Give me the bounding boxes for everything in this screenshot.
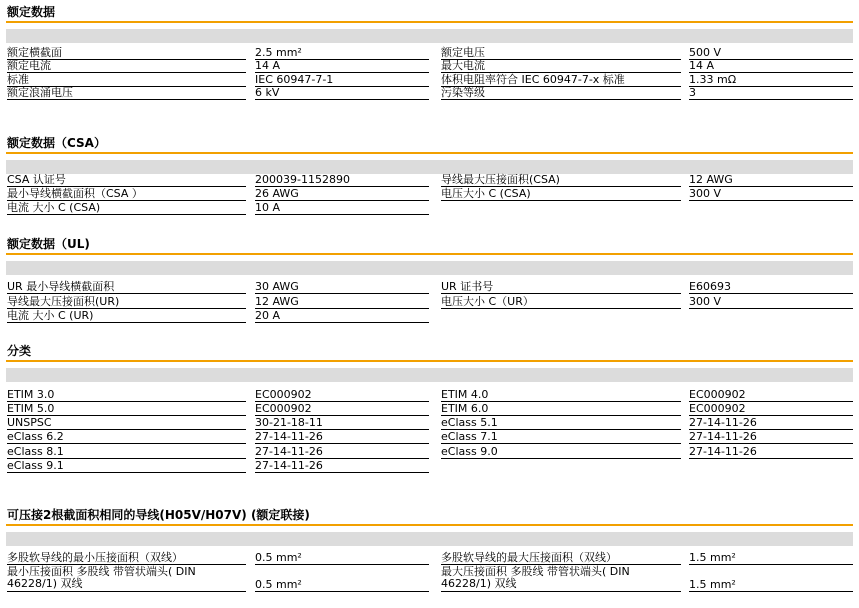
row-value: 30-21-18-11: [255, 416, 429, 430]
row-value: 1.5 mm²: [689, 565, 853, 592]
section-title: 分类: [7, 344, 32, 358]
row-label: eClass 8.1: [7, 445, 246, 459]
row-label: 额定浪涌电压: [7, 86, 246, 100]
section-rule: [6, 253, 853, 255]
row-value: 27-14-11-26: [689, 445, 853, 459]
row-label: eClass 9.1: [7, 459, 246, 473]
row-label: ETIM 3.0: [7, 388, 246, 402]
row-label: 最大压接面积 多股线 带管状端头( DIN 46228/1) 双线: [441, 565, 681, 592]
row-label: 电流 大小 C (UR): [7, 309, 246, 323]
row-value: 200039-1152890: [255, 173, 429, 187]
row-label: UR 最小导线横截面积: [7, 280, 246, 294]
row-value: EC000902: [255, 388, 429, 402]
section-title: 额定数据（UL): [7, 237, 90, 251]
section-header-band: [6, 532, 853, 546]
section-header-band: [6, 261, 853, 275]
row-value: EC000902: [255, 402, 429, 416]
row-label: CSA 认证号: [7, 173, 246, 187]
row-label: 标准: [7, 73, 246, 87]
section-rule: [6, 152, 853, 154]
row-value: 20 A: [255, 309, 429, 323]
row-label: 多股软导线的最小压接面积（双线）: [7, 551, 246, 565]
section-rule: [6, 524, 853, 526]
row-label: 额定电流: [7, 59, 246, 73]
row-value: 1.5 mm²: [689, 551, 853, 565]
section-rule: [6, 360, 853, 362]
row-value: 26 AWG: [255, 187, 429, 201]
row-label: eClass 6.2: [7, 430, 246, 444]
row-value: 300 V: [689, 295, 853, 309]
row-label: ETIM 4.0: [441, 388, 681, 402]
row-value: 500 V: [689, 46, 853, 60]
row-label: 电流 大小 C (CSA): [7, 201, 246, 215]
row-value: 27-14-11-26: [255, 459, 429, 473]
row-label: 体积电阻率符合 IEC 60947-7-x 标准: [441, 73, 681, 87]
row-value: 12 AWG: [255, 295, 429, 309]
row-label: 导线最大压接面积(UR): [7, 295, 246, 309]
section-header-band: [6, 29, 853, 43]
row-value: 0.5 mm²: [255, 551, 429, 565]
row-label: eClass 9.0: [441, 445, 681, 459]
row-value: EC000902: [689, 402, 853, 416]
row-value: 27-14-11-26: [255, 445, 429, 459]
row-label: eClass 7.1: [441, 430, 681, 444]
row-value: 2.5 mm²: [255, 46, 429, 60]
row-value: 12 AWG: [689, 173, 853, 187]
row-value: 14 A: [255, 59, 429, 73]
row-value: 27-14-11-26: [689, 416, 853, 430]
section-title: 额定数据: [7, 5, 56, 19]
row-value: 27-14-11-26: [689, 430, 853, 444]
section-title: 可压接2根截面积相同的导线(H05V/H07V) (额定联接): [7, 508, 310, 522]
row-label: 最大电流: [441, 59, 681, 73]
row-label: 最小压接面积 多股线 带管状端头( DIN 46228/1) 双线: [7, 565, 246, 592]
section-header-band: [6, 368, 853, 382]
row-label: 额定横截面: [7, 46, 246, 60]
row-value: 10 A: [255, 201, 429, 215]
row-label: 电压大小 C（UR）: [441, 295, 681, 309]
row-value: 0.5 mm²: [255, 565, 429, 592]
row-value: EC000902: [689, 388, 853, 402]
section-title: 额定数据（CSA）: [7, 136, 106, 150]
row-value: 30 AWG: [255, 280, 429, 294]
section-rule: [6, 21, 853, 23]
row-label: ETIM 5.0: [7, 402, 246, 416]
row-label: 污染等级: [441, 86, 681, 100]
row-label: 电压大小 C (CSA): [441, 187, 681, 201]
row-label: ETIM 6.0: [441, 402, 681, 416]
section-header-band: [6, 160, 853, 174]
row-label: 额定电压: [441, 46, 681, 60]
row-label: 最小导线横截面积（CSA ）: [7, 187, 246, 201]
row-value: 1.33 mΩ: [689, 73, 853, 87]
row-label: UR 证书号: [441, 280, 681, 294]
row-label: UNSPSC: [7, 416, 246, 430]
row-label: 多股软导线的最大压接面积（双线）: [441, 551, 681, 565]
row-value: 14 A: [689, 59, 853, 73]
row-label: 导线最大压接面积(CSA): [441, 173, 681, 187]
row-value: 3: [689, 86, 853, 100]
row-value: E60693: [689, 280, 853, 294]
row-value: IEC 60947-7-1: [255, 73, 429, 87]
row-value: 6 kV: [255, 86, 429, 100]
row-label: eClass 5.1: [441, 416, 681, 430]
row-value: 27-14-11-26: [255, 430, 429, 444]
row-value: 300 V: [689, 187, 853, 201]
